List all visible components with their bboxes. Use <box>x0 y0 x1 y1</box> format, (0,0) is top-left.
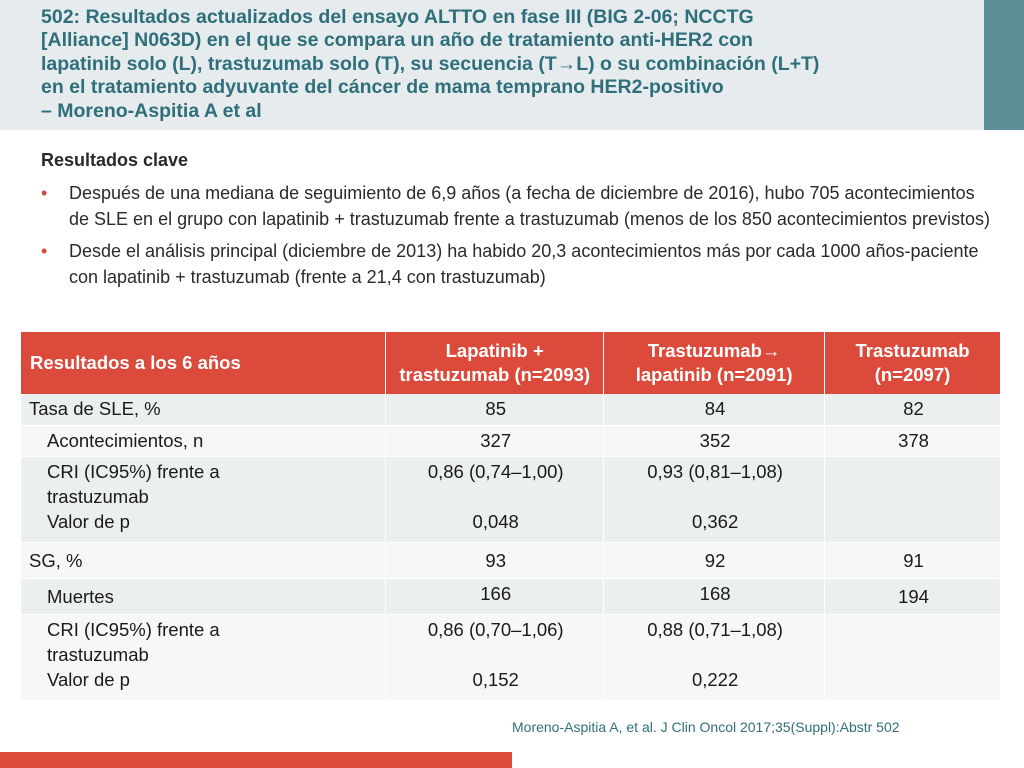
title-line: [Alliance] N063D) en el que se compara un año de tratamiento anti-HER2 con <box>41 29 753 52</box>
label-line: CRI (IC95%) frente a <box>47 460 220 482</box>
table-row-os-rate <box>21 542 1001 578</box>
hazard-ratio-value: 0,88 (0,71–1,08) <box>647 618 783 640</box>
header-line: Trastuzumab <box>855 340 970 361</box>
citation: Moreno-Aspitia A, et al. J Clin Oncol 2017;35(Suppl):Abstr 502 <box>512 719 900 735</box>
cell-value: 84 <box>604 394 825 425</box>
table-row-os-hazard-ratio <box>21 614 1001 700</box>
spacer <box>394 642 597 667</box>
cell-value <box>604 456 825 542</box>
header-line: (n=2097) <box>874 364 951 385</box>
cell-value: 352 <box>604 425 825 456</box>
key-result-text: Desde el análisis principal (diciembre de 2013) ha habido 20,3 acontecimientos más por cada 1000 años-paciente con lapatinib + trastuzumab (frente a 21,4 con trastuzumab) <box>69 241 979 287</box>
header-line: Trastuzumab→ <box>647 340 781 361</box>
p-value: 0,152 <box>472 668 519 690</box>
hazard-ratio-value: 0,93 (0,81–1,08) <box>647 460 783 482</box>
header-line: Lapatinib + <box>445 340 544 361</box>
header-line: lapatinib (n=2091) <box>635 364 793 385</box>
cell-value <box>386 614 604 700</box>
cell-empty <box>825 456 1001 542</box>
label-line: CRI (IC95%) frente a <box>47 618 220 640</box>
table-header-row <box>21 332 1001 394</box>
label-line: trastuzumab <box>47 485 149 507</box>
header-trastuzumab <box>825 332 1001 394</box>
key-results-heading: Resultados clave <box>41 150 189 170</box>
cell-value: 92 <box>604 542 825 578</box>
key-result-item <box>41 238 991 290</box>
header-line: trastuzumab (n=2093) <box>399 364 591 385</box>
row-label: Tasa de SLE, % <box>21 394 386 425</box>
label-line: Valor de p <box>47 510 130 532</box>
hazard-ratio-value: 0,86 (0,74–1,00) <box>427 460 564 482</box>
table-row-deaths <box>21 578 1001 614</box>
table-row-sle-hazard-ratio <box>21 456 1001 542</box>
title-line: – Moreno-Aspitia A et al <box>41 99 262 122</box>
spacer <box>394 484 597 509</box>
p-value: 0,222 <box>691 668 739 690</box>
results-table <box>21 332 1001 701</box>
cell-value: 82 <box>825 394 1001 425</box>
hazard-ratio-value: 0,86 (0,70–1,06) <box>427 618 564 640</box>
row-label <box>21 456 386 542</box>
title-line: 502: Resultados actualizados del ensayo ALTTO en fase III (BIG 2-06; NCCTG <box>41 6 754 28</box>
cell-value: 168 <box>604 578 825 614</box>
table-row-sle-events <box>21 425 1001 456</box>
cell-value <box>604 614 825 700</box>
cell-value: 93 <box>386 542 604 578</box>
header-accent-bar <box>984 0 1024 130</box>
row-label: Acontecimientos, n <box>21 425 386 456</box>
bullet-icon: • <box>41 241 48 261</box>
header-lapatinib-trastuzumab <box>386 332 604 394</box>
table-row-sle-rate <box>21 394 1001 425</box>
footer-accent-bar <box>0 752 512 768</box>
p-value: 0,048 <box>472 510 519 532</box>
title-line: lapatinib solo (L), trastuzumab solo (T), su secuencia (T→L) o su combinación (L+T) <box>41 52 820 75</box>
key-result-text: Después de una mediana de seguimiento de 6,9 años (a fecha de diciembre de 2016), hubo 705 acontecimientos de SLE en el grupo con lapatinib + trastuzumab frente a trastuzumab (menos de los 850 acontecimientos previstos) <box>69 183 991 229</box>
header-trastuzumab-lapatinib <box>604 332 825 394</box>
cell-empty <box>825 614 1001 700</box>
cell-value: 327 <box>386 425 604 456</box>
cell-value: 91 <box>825 542 1001 578</box>
cell-value: 166 <box>386 578 604 614</box>
label-line: trastuzumab <box>47 643 149 665</box>
title-line: en el tratamiento adyuvante del cáncer de mama temprano HER2-positivo <box>41 76 724 99</box>
cell-value <box>386 456 604 542</box>
row-label <box>21 614 386 700</box>
cell-value: 85 <box>386 394 604 425</box>
cell-value: 378 <box>825 425 1001 456</box>
key-results-list <box>41 180 991 296</box>
row-label: SG, % <box>21 542 386 578</box>
label-line: Valor de p <box>47 668 130 690</box>
spacer <box>612 484 818 509</box>
spacer <box>612 642 818 667</box>
slide-title <box>41 6 971 123</box>
p-value: 0,362 <box>691 510 739 532</box>
bullet-icon: • <box>41 183 48 203</box>
cell-value: 194 <box>825 578 1001 614</box>
header-outcome: Resultados a los 6 años <box>21 332 386 394</box>
row-label: Muertes <box>21 578 386 614</box>
key-result-item <box>41 180 991 232</box>
